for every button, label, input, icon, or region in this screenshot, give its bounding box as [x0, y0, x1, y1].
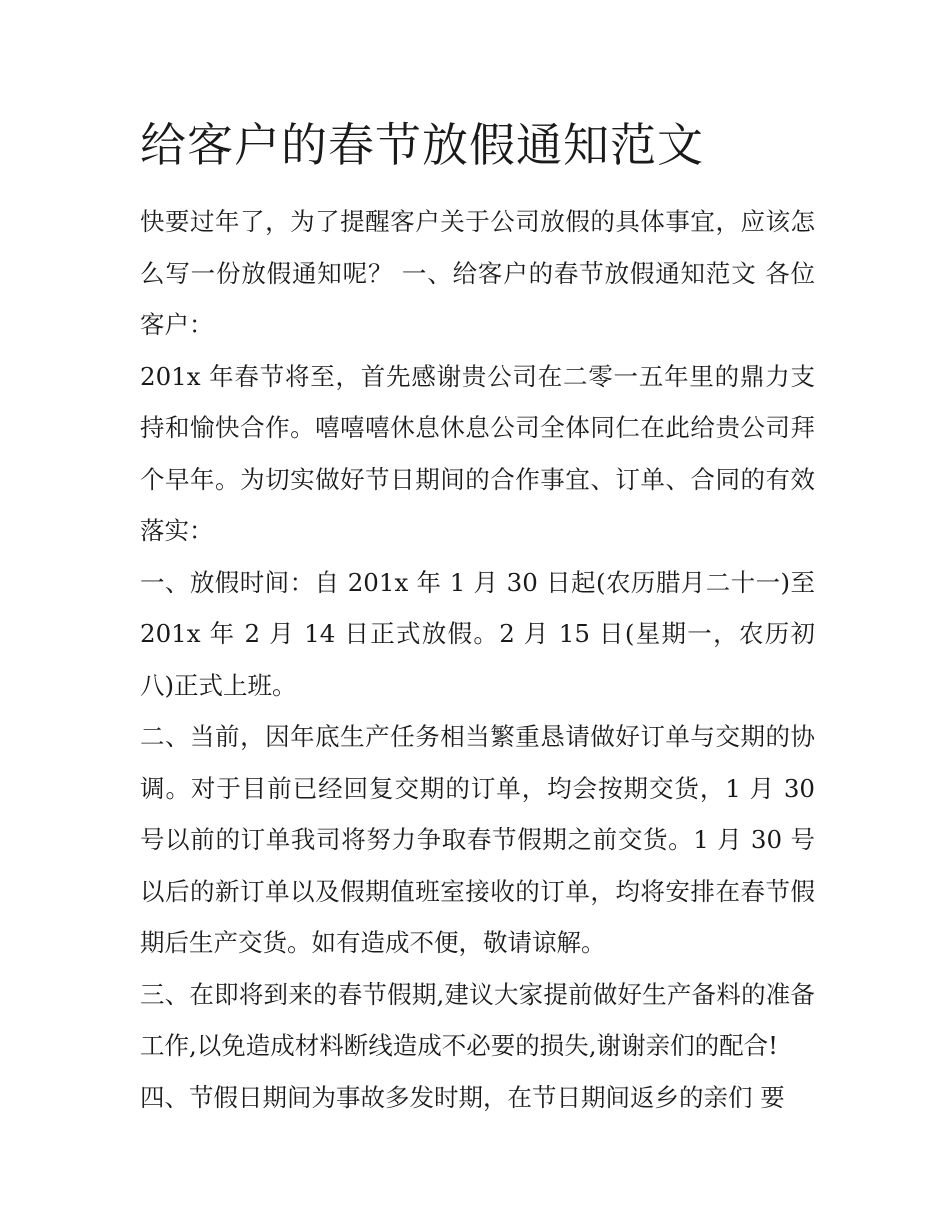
- intro-paragraph: 快要过年了，为了提醒客户关于公司放假的具体事宜，应该怎么写一份放假通知呢？ 一、给客户的春节放假通知范文 各位客户：: [140, 207, 815, 339]
- document-title: 给客户的春节放假通知范文: [140, 118, 704, 172]
- safety-paragraph: 四、节假日期间为事故多发时期，在节日期间返乡的亲们 要: [140, 1082, 785, 1112]
- orders-paragraph: 二、当前，因年底生产任务相当繁重恳请做好订单与交期的协调。对于目前已经回复交期的订单，均会按期交货，1 月 30 号以前的订单我司将努力争取春节假期之前交货。1 月 30 号以后的新订单以及假期值班室接收的订单，均将安排在春节假期后生产交货。如有造成不便，敬请谅解。: [140, 722, 815, 957]
- document-body: [140, 196, 815, 1123]
- holiday-time-paragraph: 一、放假时间：自 201x 年 1 月 30 日起(农历腊月二十一)至 201x 年 2 月 14 日正式放假。2 月 15 日(星期一，农历初八)正式上班。: [140, 567, 815, 700]
- materials-paragraph: 三、在即将到来的春节假期,建议大家提前做好生产备料的准备工作,以免造成材料断线造成不必要的损失,谢谢亲们的配合!: [140, 979, 815, 1060]
- greeting-paragraph: 201x 年春节将至，首先感谢贵公司在二零一五年里的鼎力支持和愉快合作。嘻嘻嘻休息休息公司全体同仁在此给贵公司拜个早年。为切实做好节日期间的合作事宜、订单、合同的有效落实：: [140, 361, 815, 545]
